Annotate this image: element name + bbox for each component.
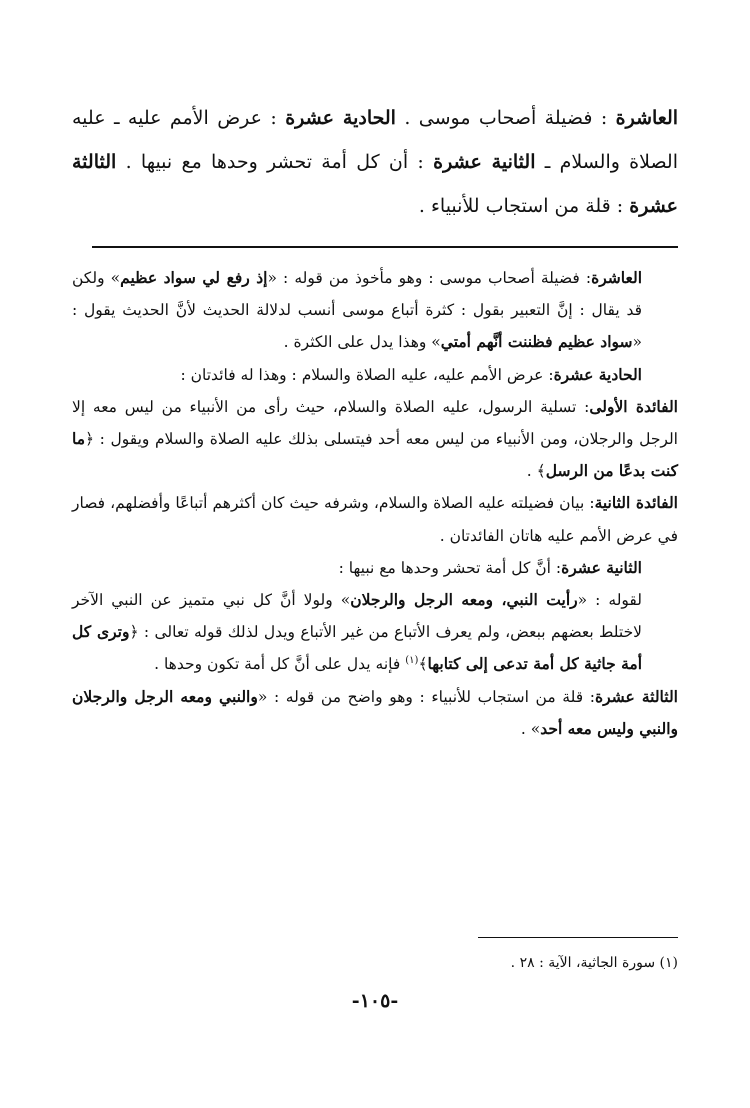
text-span: لقوله : « (577, 591, 642, 610)
term-thirteenth: الثالثة عشرة (595, 686, 678, 706)
text-span: » ولكن قد يقال : إنَّ التعبير بقول : كثرة أتباع موسى أنسب لدلالة الحديث لأنَّ الحديث يقول : « (72, 269, 642, 352)
text-span: » وهذا يدل على الكثرة . (283, 333, 441, 352)
text-span: فإنه يدل على أنَّ كل أمة تكون وحدها . (154, 655, 406, 674)
commentary-text (72, 262, 678, 745)
text-span: : عرض الأمم عليه، عليه الصلاة والسلام : وهذا له فائدتان : (180, 365, 554, 384)
footnote-rule (478, 937, 678, 938)
main-text (72, 96, 678, 228)
hadith-quote: إذ رفع لي سواد عظيم (120, 268, 268, 287)
text-span: : تسلية الرسول، عليه الصلاة والسلام، حيث رأى من الأنبياء من ليس معه إلا الرجل والرجلان، ومن الأنبياء من ليس معه أحد فيتسلى بذلك عليه الصلاة والسلام ويقول : ﴿ (72, 397, 678, 449)
main-paragraph (72, 96, 678, 228)
term-eleventh: الحادية عشرة (285, 107, 396, 129)
quran-quote: ما كنت بدعًا من الرسل (72, 429, 678, 481)
hadith-quote: سواد عظيم فظننت أنَّهم أمتي (440, 332, 633, 352)
text-span: : أنَّ كل أمة تحشر وحدها مع نبيها : (338, 558, 562, 577)
commentary-paragraph (72, 359, 678, 391)
commentary-paragraph (72, 262, 678, 359)
main-text-span: : عرض الأمم عليه (127, 107, 277, 129)
main-text-span: : قلة من استجاب للأنبياء . (418, 195, 624, 217)
footnote: (١) سورة الجاثية، الآية : ٢٨ . (510, 955, 678, 971)
commentary-paragraph (72, 552, 678, 584)
term-first-benefit: الفائدة الأولى (589, 396, 678, 416)
commentary-paragraph (72, 487, 678, 551)
main-text-span: : فضيلة أصحاب موسى . (404, 107, 608, 129)
commentary-paragraph (72, 681, 678, 745)
term-second-benefit: الفائدة الثانية (594, 493, 678, 513)
main-text-span: نبيها . (125, 151, 173, 173)
term-tenth: العاشرة (591, 268, 642, 287)
text-span: » . (520, 719, 541, 738)
term-eleventh: الحادية عشرة (553, 364, 642, 384)
text-span: : بيان فضيلته عليه الصلاة والسلام، وشرفه حيث كان أكثرهم أتباعًا وأفضلهم، فصار في عرض الأمم عليه هاتان الفائدتان . (72, 494, 678, 545)
main-text-span: ـ عليه الصلاة والسلام ـ (72, 107, 679, 173)
hadith-quote: والنبي ومعه الرجل والرجلان والنبي وليس معه أحد (72, 686, 678, 738)
term-twelfth: الثانية عشرة (561, 557, 642, 577)
hadith-quote: رأيت النبي، ومعه الرجل والرجلان (350, 590, 578, 610)
separator-rule (92, 246, 678, 248)
term-thirteenth: الثالثة عشرة (72, 151, 678, 217)
term-tenth: العاشرة (615, 107, 679, 129)
footnote-marker[interactable]: (١) (405, 655, 419, 667)
page-number: -١٠٥- (351, 990, 399, 1012)
text-span: : قلة من استجاب للأنبياء : وهو واضح من قوله : « (257, 687, 595, 706)
main-text-span: : أن كل أمة تحشر وحدها مع (181, 151, 424, 173)
text-span: ﴾ . (526, 462, 546, 481)
quran-quote: وترى كل أمة جاثية كل أمة تدعى إلى كتابها (72, 622, 642, 674)
commentary-paragraph (72, 584, 678, 681)
commentary-paragraph (72, 391, 678, 488)
text-span: : فضيلة أصحاب موسى : وهو مأخوذ من قوله : « (267, 269, 592, 287)
text-span: » ولولا أنَّ كل نبي متميز عن النبي الآخر لاختلط بعضهم ببعض، ولم يعرف الأتباع من غير الأتباع ويدل لذلك قوله تعالى : ﴿ (72, 591, 642, 642)
text-span: ﴾ (418, 655, 428, 674)
term-twelfth: الثانية عشرة (433, 151, 536, 173)
